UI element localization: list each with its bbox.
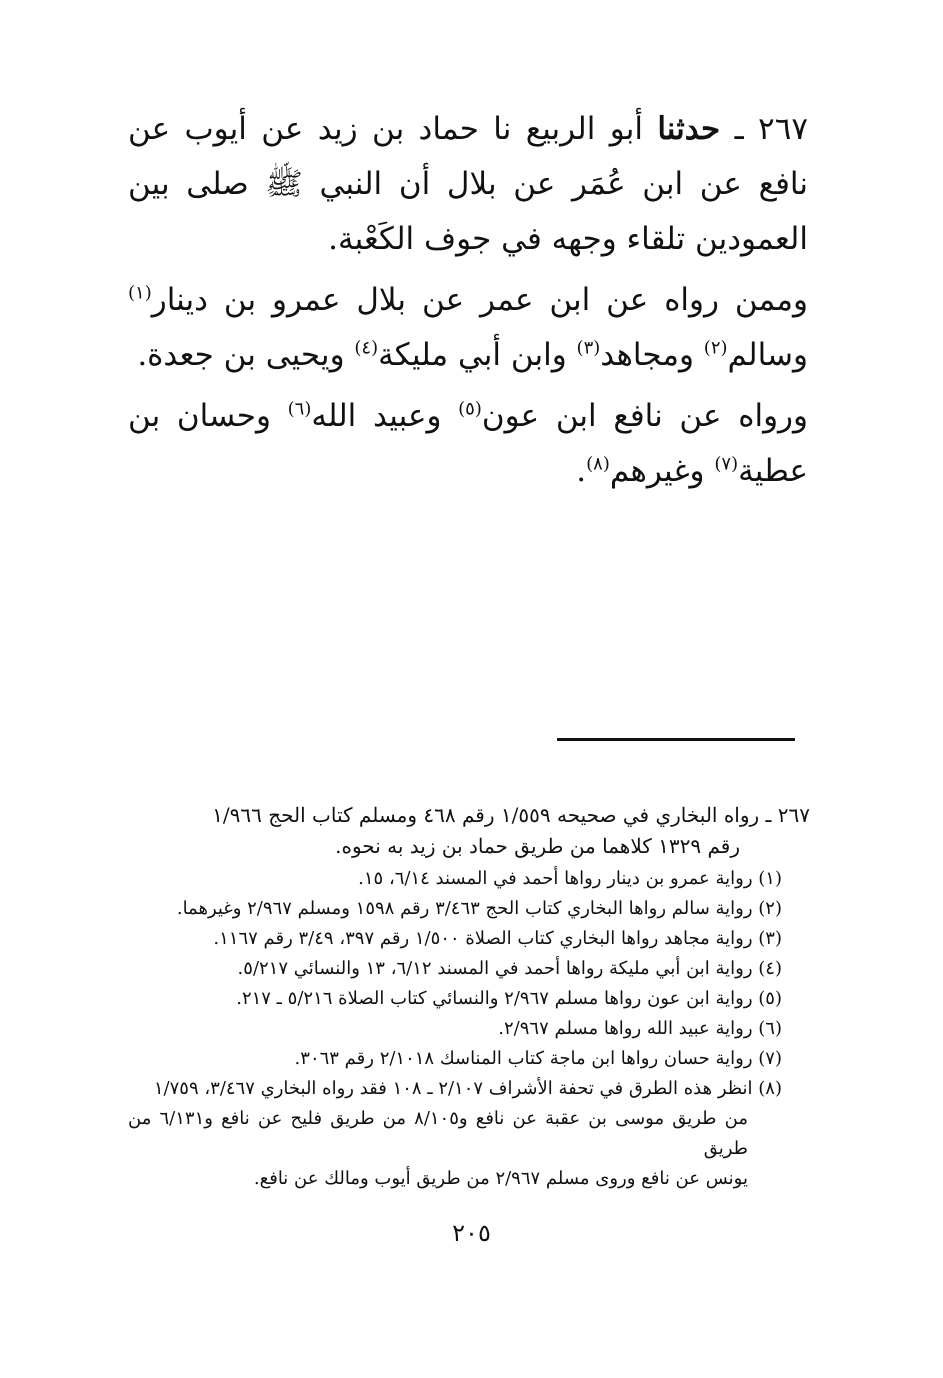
narrators-text: ويحيى بن جعدة. [137,337,355,373]
footnote-ref[interactable]: (١) [128,282,152,304]
footnote-line: من طريق موسى بن عقبة عن نافع و٨/١٠٥ من طريق فليح عن نافع و٦/١٣١ من طريق [128,1108,748,1159]
footnote-ref[interactable]: (٢) [703,337,728,359]
footnote-5: (٥) رواية ابن عون رواها مسلم ٢/٩٦٧ والنسائي كتاب الصلاة ٥/٢١٦ ـ ٢١٧. [236,988,782,1009]
footnote-ref[interactable]: (٥) [458,398,482,420]
narrators-text: وممن رواه عن ابن عمر عن بلال عمرو بن دينار [151,282,808,318]
footnote-ref[interactable]: (٧) [714,453,739,475]
footnote-ref[interactable]: (٨) [586,453,610,475]
narrators-text: وسالم [727,337,808,373]
footnotes-section [128,800,810,1194]
narrators-text: وعبيد الله [311,398,459,434]
footnote-divider [557,738,795,741]
footnote-line: يونس عن نافع وروى مسلم ٢/٩٦٧ من طريق أيوب ومالك عن نافع. [253,1168,748,1189]
footnote-ref[interactable]: (٦) [287,398,312,420]
hadith-footnote [128,800,810,862]
footnote-2: (٢) رواية سالم رواها البخاري كتاب الحج ٣/٤٦٣ رقم ١٥٩٨ ومسلم ٢/٩٦٧ وغيرهما. [176,898,782,919]
footnote-line: ٢٦٧ ـ رواه البخاري في صحيحه ١/٥٥٩ رقم ٤٦٨ ومسلم كتاب الحج ١/٩٦٦ [212,803,810,827]
hadith-paragraph [128,102,808,267]
footnote-8 [128,1074,810,1194]
hadith-text: أبو الربيع نا حماد بن زيد عن أيوب عن نافع عن ابن عُمَر عن بلال أن النبي ﷺ صلى بين العمودين تلقاء وجهه في جوف الكَعْبة. [128,111,808,257]
narrators-text: . [576,453,587,489]
narrators-text: ومجاهد [600,337,704,373]
hadith-opening: حدثنا [657,111,721,147]
footnote-ref[interactable]: (٣) [576,337,601,359]
footnote-1: (١) رواية عمرو بن دينار رواها أحمد في المسند ٦/١٤، ١٥. [358,868,782,889]
footnote-line: (٨) انظر هذه الطرق في تحفة الأشراف ٢/١٠٧ ـ ١٠٨ فقد رواه البخاري ٣/٤٦٧، ١/٧٥٩ [153,1078,782,1099]
footnote-6: (٦) رواية عبيد الله رواها مسلم ٢/٩٦٧. [498,1018,782,1039]
footnote-line: رقم ١٣٢٩ كلاهما من طريق حماد بن زيد به نحوه. [335,834,740,858]
footnote-3: (٣) رواية مجاهد رواها البخاري كتاب الصلاة ١/٥٠٠ رقم ٣٩٧، ٣/٤٩ رقم ١١٦٧. [213,928,782,949]
hadith-number: ٢٦٧ ـ [734,111,808,147]
footnote-7: (٧) رواية حسان رواها ابن ماجة كتاب المناسك ٢/١٠١٨ رقم ٣٠٦٣. [294,1048,782,1069]
page-number: ٢٠٥ [452,1219,491,1247]
footnote-ref[interactable]: (٤) [354,337,379,359]
narrators-paragraph-1 [128,273,808,383]
narrators-text: ورواه عن نافع ابن عون [481,398,808,434]
narrators-text: وحسان بن عطية [128,398,808,489]
narrators-paragraph-2 [128,389,808,499]
main-text [128,102,808,499]
narrators-text: وغيرهم [609,453,715,489]
footnote-4: (٤) رواية ابن أبي مليكة رواها أحمد في المسند ٦/١٢، ١٣ والنسائي ٥/٢١٧. [237,958,782,979]
narrators-text: وابن أبي مليكة [378,337,577,373]
